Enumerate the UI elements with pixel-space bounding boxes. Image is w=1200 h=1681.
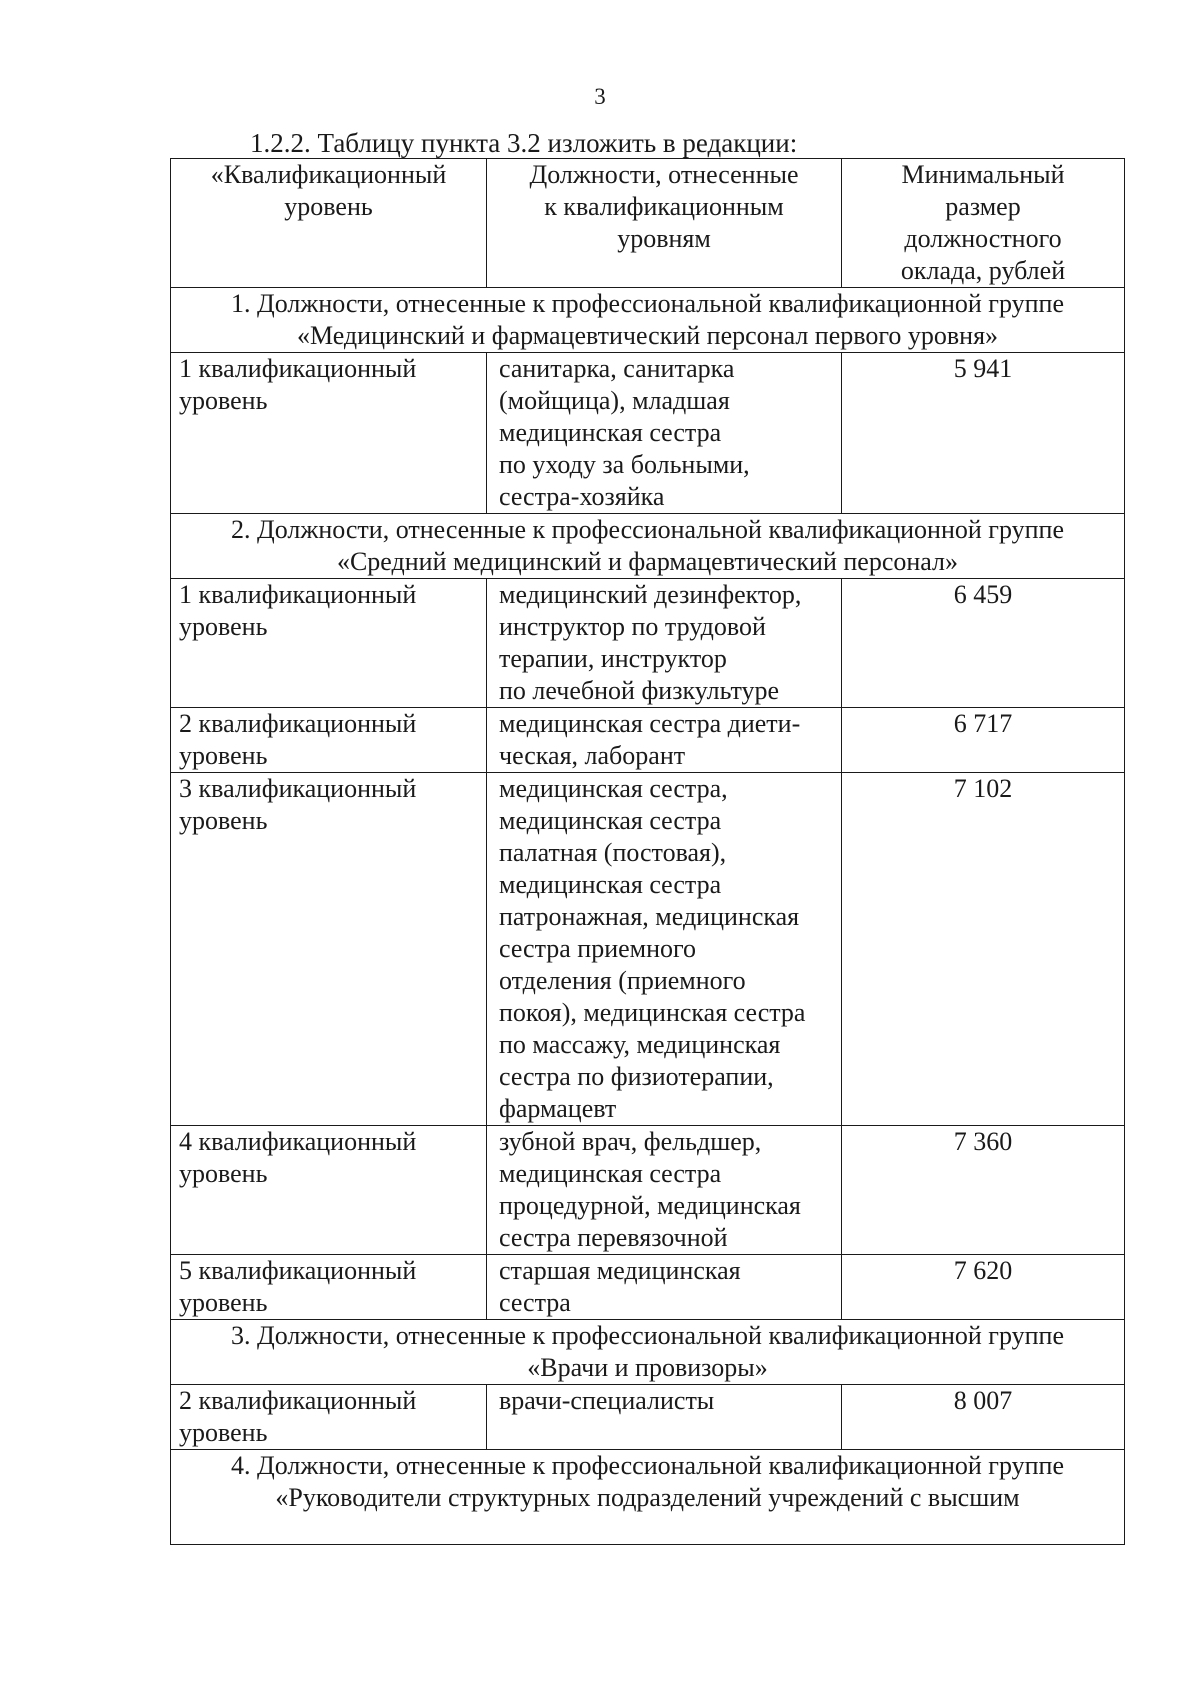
level-cell: 5 квалификационный уровень xyxy=(171,1255,487,1320)
positions-cell: врачи-специалисты xyxy=(487,1385,842,1450)
group-row xyxy=(171,288,1125,353)
positions-cell: медицинский дезинфектор, инструктор по трудовой терапии, инструктор по лечебной физкультуре xyxy=(487,579,842,708)
table-row xyxy=(171,773,1125,1126)
salary-cell: 6 717 xyxy=(842,708,1125,773)
header-level: «Квалификационный уровень xyxy=(171,159,487,288)
level-cell: 2 квалификационный уровень xyxy=(171,708,487,773)
positions-cell: медицинская сестра, медицинская сестра палатная (постовая), медицинская сестра патронажная, медицинская сестра приемного отделения (приемного покоя), медицинская сестра по массажу, медицинская сестра по физиотерапии, фармацевт xyxy=(487,773,842,1126)
salary-cell: 6 459 xyxy=(842,579,1125,708)
table-row xyxy=(171,579,1125,708)
positions-cell: старшая медицинская сестра xyxy=(487,1255,842,1320)
level-cell: 2 квалификационный уровень xyxy=(171,1385,487,1450)
positions-cell: санитарка, санитарка (мойщица), младшая медицинская сестра по уходу за больными, сестра-хозяйка xyxy=(487,353,842,514)
table-header-row xyxy=(171,159,1125,288)
group-title: 2. Должности, отнесенные к профессиональной квалификационной группе «Средний медицинский и фармацевтический персонал» xyxy=(171,514,1125,579)
table-row xyxy=(171,1255,1125,1320)
salary-cell: 7 360 xyxy=(842,1126,1125,1255)
header-positions: Должности, отнесенные к квалификационным уровням xyxy=(487,159,842,288)
salary-cell: 7 102 xyxy=(842,773,1125,1126)
group-title: 3. Должности, отнесенные к профессиональной квалификационной группе «Врачи и провизоры» xyxy=(171,1320,1125,1385)
group-row xyxy=(171,1450,1125,1545)
salary-cell: 7 620 xyxy=(842,1255,1125,1320)
group-row xyxy=(171,1320,1125,1385)
group-row xyxy=(171,514,1125,579)
salary-cell: 5 941 xyxy=(842,353,1125,514)
level-cell: 1 квалификационный уровень xyxy=(171,579,487,708)
salary-cell: 8 007 xyxy=(842,1385,1125,1450)
group-title: 1. Должности, отнесенные к профессиональной квалификационной группе «Медицинский и фармацевтический персонал первого уровня» xyxy=(171,288,1125,353)
positions-cell: зубной врач, фельдшер, медицинская сестра процедурной, медицинская сестра перевязочной xyxy=(487,1126,842,1255)
level-cell: 4 квалификационный уровень xyxy=(171,1126,487,1255)
table-row xyxy=(171,1385,1125,1450)
level-cell: 1 квалификационный уровень xyxy=(171,353,487,514)
table-row xyxy=(171,353,1125,514)
table-row xyxy=(171,708,1125,773)
group-title: 4. Должности, отнесенные к профессиональной квалификационной группе «Руководители структурных подразделений учреждений с высшим xyxy=(171,1450,1125,1545)
table-row xyxy=(171,1126,1125,1255)
intro-text: 1.2.2. Таблицу пункта 3.2 изложить в редакции: xyxy=(250,128,798,158)
level-cell: 3 квалификационный уровень xyxy=(171,773,487,1126)
salary-table xyxy=(170,158,1125,1545)
page-number: 3 xyxy=(594,84,606,109)
header-salary: Минимальный размер должностного оклада, рублей xyxy=(842,159,1125,288)
positions-cell: медицинская сестра диети- ческая, лаборант xyxy=(487,708,842,773)
